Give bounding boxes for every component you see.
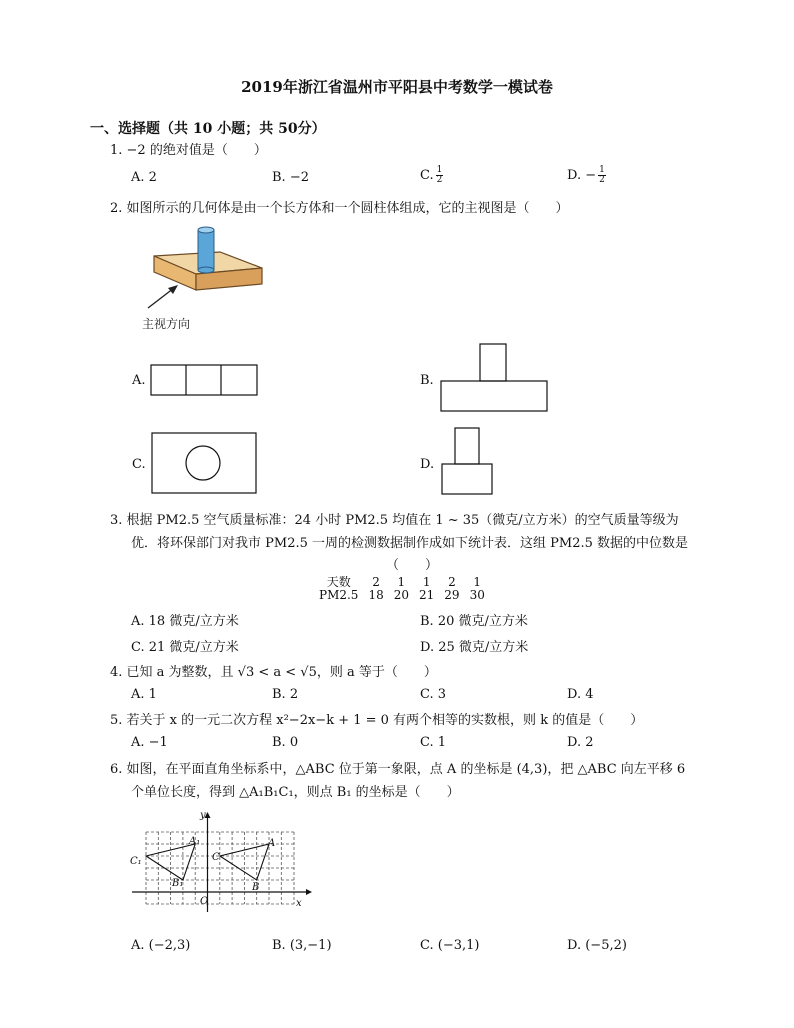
table-row <box>314 589 490 602</box>
table-cell: 18 <box>368 588 384 602</box>
coordinate-plane-figure <box>126 808 316 912</box>
question-3-line-2: 优．将环保部门对我市 PM2.5 一周的检测数据制作成如下统计表．这组 PM2.5 数据的中位数是 <box>131 536 688 551</box>
q4-option-a: A. 1 <box>131 687 157 702</box>
q2-option-c: C. <box>132 457 146 472</box>
question-2-stem: 2. 如图所示的几何体是由一个长方体和一个圆柱体组成，它的主视图是（ ） <box>110 201 569 216</box>
q1-option-c: C. $\frac{1}{2}$ <box>420 165 443 185</box>
q5-option-c: C. 1 <box>420 735 447 750</box>
question-3-answer-paren: （ ） <box>386 558 439 573</box>
q5-option-b: B. 0 <box>272 735 299 750</box>
q1-option-d: D. − $\frac{1}{2}$ <box>567 165 605 185</box>
table-cell: 29 <box>444 588 460 602</box>
q1-option-b: B. −2 <box>272 170 309 185</box>
table-row-header: 天数 <box>326 575 351 589</box>
question-1-stem: 1. −2 的绝对值是（ ） <box>110 143 267 158</box>
y-axis-label: y <box>200 810 206 821</box>
q3-option-d: D. 25 微克/立方米 <box>420 640 529 655</box>
q2-option-c-figure <box>150 431 260 497</box>
table-cell: 1 <box>397 575 406 589</box>
table-cell: 1 <box>473 575 482 589</box>
point-c1-label: C₁ <box>130 856 142 867</box>
q4-option-b: B. 2 <box>272 687 299 702</box>
question-6-line-2: 个单位长度，得到 △A₁B₁C₁，则点 B₁ 的坐标是（ ） <box>131 785 460 800</box>
q4-option-d: D. 4 <box>567 687 594 702</box>
page-title: 2019年浙江省温州市平阳县中考数学一模试卷 <box>241 78 553 96</box>
x-axis-label: x <box>296 898 302 909</box>
table-cell: 2 <box>448 575 456 589</box>
q4-option-c: C. 3 <box>420 687 447 702</box>
table-cell: 1 <box>422 575 431 589</box>
point-b-label: B <box>252 882 260 893</box>
q3-option-a: A. 18 微克/立方米 <box>131 614 239 629</box>
table-cell: 2 <box>372 575 380 589</box>
q2-option-b-figure <box>440 343 550 413</box>
q6-option-a: A. (−2,3) <box>131 938 191 953</box>
q2-option-b: B. <box>420 373 434 388</box>
table-cell: 30 <box>469 588 485 602</box>
q3-option-c: C. 21 微克/立方米 <box>131 640 239 655</box>
q2-option-d: D. <box>420 457 435 472</box>
table-cell: 20 <box>393 588 410 602</box>
q6-option-b: B. (3,−1) <box>272 938 332 953</box>
question-6-line-1: 6. 如图，在平面直角坐标系中，△ABC 位于第一象限，点 A 的坐标是 (4,3)，把 △ABC 向左平移 6 <box>110 762 686 777</box>
question-5-stem: 5. 若关于 x 的一元二次方程 x²−2x−k + 1 = 0 有两个相等的实数根，则 k 的值是（ ） <box>110 713 644 728</box>
q6-option-c: C. (−3,1) <box>420 938 480 953</box>
point-b1-label: B₁ <box>172 878 184 889</box>
point-a1-label: A₁ <box>189 836 201 847</box>
point-c-label: C <box>212 852 220 863</box>
pm25-stat-table <box>314 576 490 602</box>
view-direction-label: 主视方向 <box>142 317 191 331</box>
q3-option-b: B. 20 微克/立方米 <box>420 614 528 629</box>
q2-option-d-figure <box>438 427 498 497</box>
question-4-stem: 4. 已知 a 为整数，且 √3 < a < √5，则 a 等于（ ） <box>110 665 437 680</box>
table-cell: 21 <box>419 588 435 602</box>
origin-label: O <box>200 896 209 907</box>
point-a-label: A <box>268 838 276 849</box>
table-row-header: PM2.5 <box>319 588 359 602</box>
q5-option-a: A. −1 <box>131 735 168 750</box>
q6-option-d: D. (−5,2) <box>567 938 627 953</box>
q2-option-a: A. <box>132 373 146 388</box>
section-heading: 一、选择题（共 10 小题；共 50分） <box>90 121 326 137</box>
q1-option-a: A. 2 <box>131 170 157 185</box>
solid-figure-illustration <box>138 222 268 334</box>
question-3-line-1: 3. 根据 PM2.5 空气质量标准：24 小时 PM2.5 均值在 1 ~ 35（微克/立方米）的空气质量等级为 <box>110 513 679 528</box>
q2-option-a-figure <box>150 364 260 398</box>
q5-option-d: D. 2 <box>567 735 594 750</box>
